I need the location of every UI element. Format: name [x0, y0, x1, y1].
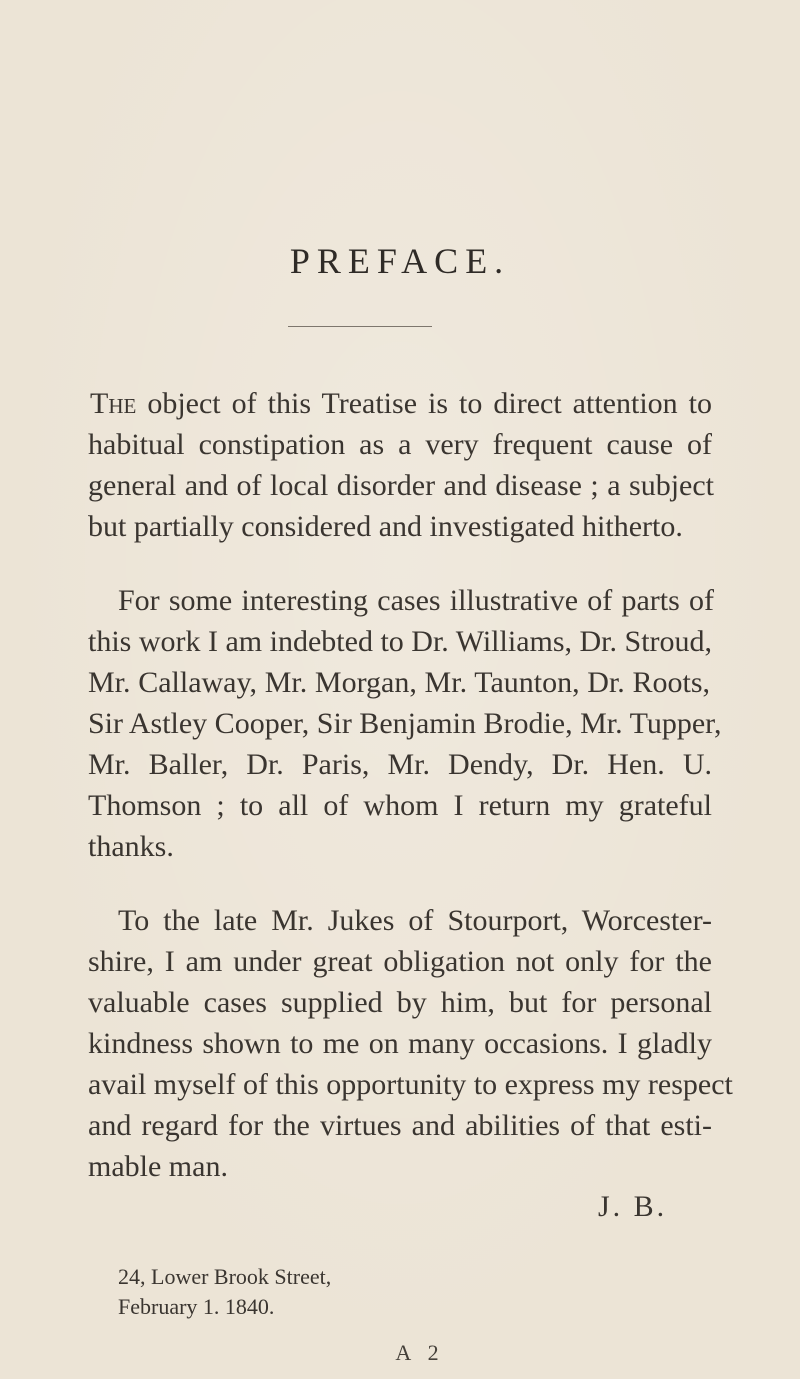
address-street: 24, Lower Brook Street, [118, 1264, 332, 1289]
paragraph-3-line-7: mable man. [88, 1150, 228, 1183]
paragraph-3-line-4: kindness shown to me on many occasions. I gladly [88, 1027, 712, 1060]
paragraph-1-line-3: general and of local disorder and disease ; a subject [88, 469, 714, 502]
address-date: February 1. 1840. [118, 1294, 275, 1319]
paragraph-2-line-6: Thomson ; to all of whom I return my grateful [88, 789, 712, 822]
paragraph-3-line-1: To the late Mr. Jukes of Stourport, Worcester- [118, 904, 712, 937]
paragraph-1-line-2: habitual constipation as a very frequent cause of [88, 428, 712, 461]
paragraph-2-line-5: Mr. Baller, Dr. Paris, Mr. Dendy, Dr. Hen. U. [88, 748, 712, 781]
paragraph-3-line-5: avail myself of this opportunity to express my respect [88, 1068, 733, 1101]
page-title: PREFACE. [289, 241, 511, 281]
printer-signature-mark: A 2 [395, 1340, 445, 1365]
author-initials: J. B. [598, 1190, 668, 1223]
paragraph-1-line-1: The object of this Treatise is to direct attention to [90, 387, 712, 420]
title-rule [288, 326, 432, 327]
paragraph-1-line-4: but partially considered and investigated hitherto. [88, 510, 683, 543]
paragraph-2-line-2: this work I am indebted to Dr. Williams, Dr. Stroud, [88, 625, 713, 658]
paragraph-1-first-word: The [90, 387, 137, 420]
paragraph-2-line-3: Mr. Callaway, Mr. Morgan, Mr. Taunton, Dr. Roots, [88, 666, 710, 699]
paragraph-3-line-2: shire, I am under great obligation not only for the [88, 945, 712, 978]
paragraph-3-line-3: valuable cases supplied by him, but for personal [88, 986, 712, 1019]
paragraph-2-line-1: For some interesting cases illustrative of parts of [118, 584, 714, 617]
paragraph-3-line-6: and regard for the virtues and abilities of that esti- [88, 1109, 712, 1142]
paragraph-2-line-4: Sir Astley Cooper, Sir Benjamin Brodie, Mr. Tupper, [88, 707, 722, 740]
paragraph-2-line-7: thanks. [88, 830, 174, 863]
